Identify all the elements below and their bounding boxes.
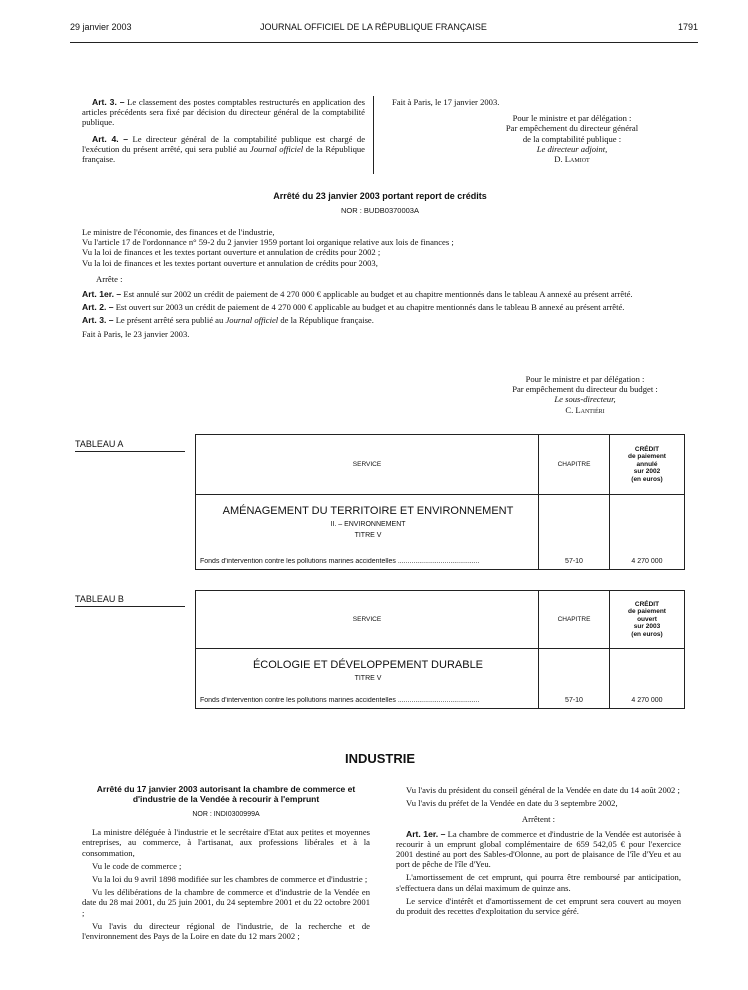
top-right-column: Fait à Paris, le 17 janvier 2003. Pour le ministre et par délégation : Par empêchement du directeur général de la comptabilité publique : Le directeur adjoint, D. Lamiot xyxy=(392,97,639,165)
tableau-a-row-label: Fonds d'intervention contre les pollutions marines accidentelles .......................................... xyxy=(200,558,480,565)
top-left-column: Art. 3. – Le classement des postes comptables restructurés en application des articles précédents sera fixé par décision du directeur général de la comptabilité publique. Art. 4. – Le directeur général de la comptabilité publique est chargé de l'exécution du présent arrêté, qui sera publié au Journal officiel de la République française. xyxy=(82,97,366,165)
arrete-signature: Pour le ministre et par délégation : Par empêchement du directeur du budget : Le sous-directeur, C. Lantiéri xyxy=(512,374,658,415)
header-journal: JOURNAL OFFICIEL DE LA RÉPUBLIQUE FRANÇAISE xyxy=(260,22,487,32)
tableau-b-titre: TITRE V xyxy=(354,675,382,682)
tableau-b-col-credit: CRÉDIT de paiement ouvert sur 2003 (en euros) xyxy=(610,591,685,649)
tableau-b-col-service: SERVICE xyxy=(196,591,539,649)
industrie-left-column: Arrêté du 17 janvier 2003 autorisant la chambre de commerce et d'industrie de la Vendée à recourir à l'emprunt NOR : INDI0300999A La ministre déléguée à l'industrie et le secrétaire d'Etat aux petites et moyennes entreprises, au commerce, à l'artisanat, aux professions libérales et à la consommation, Vu le code de commerce ; Vu la loi du 9 avril 1898 modifiée sur les chambres de commerce et d'industrie ; Vu les délibérations de la chambre de commerce et d'industrie de la Vendée en date du 28 mai 2001, du 25 juin 2001, du 24 septembre 2001 et du 22 octobre 2001 ; Vu l'avis du directeur régional de l'industrie, de la recherche et de l'environnement des Pays de la Loire en date du 12 mars 2002 ; xyxy=(82,784,370,942)
header-date: 29 janvier 2003 xyxy=(70,22,132,32)
industrie-title: Arrêté du 17 janvier 2003 autorisant la chambre de commerce et d'industrie de la Vendée à recourir à l'emprunt xyxy=(96,784,356,804)
tableau-a-subsection: II. – ENVIRONNEMENT xyxy=(330,521,406,528)
tableau-a-col-credit: CRÉDIT de paiement annulé sur 2002 (en euros) xyxy=(610,435,685,495)
header-page-number: 1791 xyxy=(677,22,698,32)
tableau-b-col-chapitre: CHAPITRE xyxy=(539,591,610,649)
industrie-right-column: Vu l'avis du président du conseil général de la Vendée en date du 14 août 2002 ; Vu l'avis du préfet de la Vendée en date du 3 septembre 2002, Arrêtent : Art. 1er. – La chambre de commerce et d'industrie de la Vendée est autorisée à recourir à un emprunt global complémentaire de 659 542,05 € pour l'exercice 2001 destiné au port des Sables-d'Olonne, au port de plaisance de l'île d'Yeu et au port de pêche de l'île d'Yeu. L'amortissement de cet emprunt, qui pourra être remboursé par anticipation, s'effectuera dans un délai maximum de quinze ans. Le service d'intérêt et d'amortissement de cet emprunt sera couvert au moyen du produit des recettes d'exploitation du service géré. xyxy=(396,785,682,917)
column-divider xyxy=(373,96,374,174)
page-header xyxy=(70,18,698,43)
tableau-a-row-amount: 4 270 000 xyxy=(610,495,685,570)
tableau-b xyxy=(195,590,685,709)
tableau-a-row-chapitre: 57-10 xyxy=(539,495,610,570)
tableau-a-label: TABLEAU A xyxy=(75,439,185,452)
tableau-a-col-service: SERVICE xyxy=(196,435,539,495)
tableau-a-section: AMÉNAGEMENT DU TERRITOIRE ET ENVIRONNEMENT xyxy=(222,505,514,517)
tableau-b-service-cell xyxy=(196,649,539,709)
tableau-b-row-chapitre: 57-10 xyxy=(539,649,610,709)
arrete-title: Arrêté du 23 janvier 2003 portant report de crédits xyxy=(273,191,487,201)
tableau-b-section: ÉCOLOGIE ET DÉVELOPPEMENT DURABLE xyxy=(252,659,484,671)
tableau-a-titre: TITRE V xyxy=(354,532,382,539)
tableau-b-row-amount: 4 270 000 xyxy=(610,649,685,709)
tableau-a xyxy=(195,434,685,570)
tableau-b-label: TABLEAU B xyxy=(75,594,185,607)
tableau-b-row-label: Fonds d'intervention contre les pollutions marines accidentelles .......................................... xyxy=(200,697,480,704)
tableau-a-service-cell xyxy=(196,495,539,570)
section-heading-industrie: INDUSTRIE xyxy=(344,751,416,766)
arrete-body: Le ministre de l'économie, des finances et de l'industrie, Vu l'article 17 de l'ordonnance n° 59-2 du 2 janvier 1959 portant loi organique relative aux lois de finances ; Vu la loi de finances et les textes portant ouverture et annulation de crédits pour 2002 ; Vu la loi de finances et les textes portant ouverture et annulation de crédits pour 2003, Arrête : Art. 1er. – Est annulé sur 2002 un crédit de paiement de 4 270 000 € applicable au budget et au chapitre mentionnés dans le tableau A annexé au présent arrêté. Art. 2. – Est ouvert sur 2003 un crédit de paiement de 4 270 000 € applicable au budget et au chapitre mentionnés dans le tableau B annexé au présent arrêté. Art. 3. – Le présent arrêté sera publié au Journal officiel de la République française. Fait à Paris, le 23 janvier 2003. xyxy=(82,227,633,339)
tableau-a-col-chapitre: CHAPITRE xyxy=(539,435,610,495)
arrete-nor: NOR : BUDB0370003A xyxy=(341,206,419,215)
industrie-nor: NOR : INDI0300999A xyxy=(192,811,260,818)
